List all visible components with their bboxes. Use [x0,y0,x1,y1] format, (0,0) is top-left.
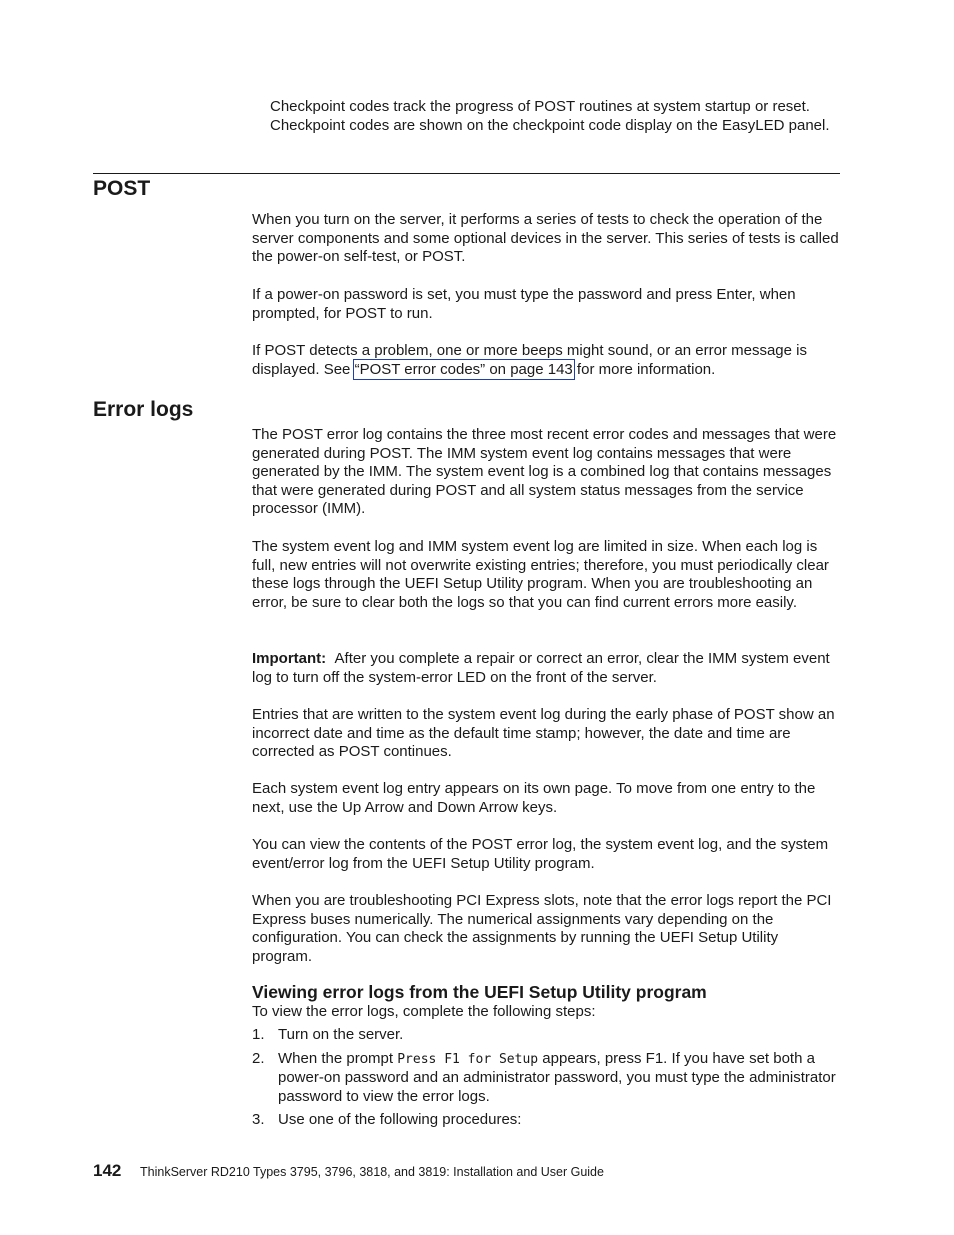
viewing-intro: To view the error logs, complete the following steps: [252,1003,596,1020]
error-logs-paragraph-1: The POST error log contains the three most recent error codes and messages that were generated during POST. The IMM system event log contains messages that were generated by the IMM. The system event log is a combined log that contains messages that were generated during POST and all system status messages from the service processor (IMM). [252,426,837,518]
page-footer [93,1160,853,1184]
post-paragraph-3-text-after: for more information. [572,360,716,378]
error-logs-paragraph-6: You can view the contents of the POST error log, the system event log, and the system event/error log from the UEFI Setup Utility program. [252,836,829,872]
important-text: After you complete a repair or correct an error, clear the IMM system event log to turn off the system-error LED on the front of the server. [252,650,830,686]
book-title: ThinkServer RD210 Types 3795, 3796, 3818, and 3819: Installation and User Guide [140,1165,604,1179]
list-item [252,1111,842,1130]
post-paragraph-2: If a power-on password is set, you must type the password and press Enter, when prompted, for POST to run. [252,286,796,322]
step-text-before: When the prompt [278,1049,398,1067]
post-paragraph-3 [252,342,842,379]
error-logs-paragraph-5: Each system event log entry appears on its own page. To move from one entry to the next, use the Up Arrow and Down Arrow keys. [252,780,816,816]
setup-prompt-code: Press F1 for Setup [397,1051,539,1067]
step-number: 3. [252,1111,265,1129]
post-error-codes-link[interactable]: “POST error codes” on page 143 [354,360,573,378]
step-number: 1. [252,1026,265,1043]
post-paragraph-1: When you turn on the server, it performs a series of tests to check the operation of the server components and some optional devices in the server. This series of tests is called the power-on self-test, or POST. [252,211,839,266]
page-number: 142 [93,1161,122,1180]
section-divider [93,173,840,174]
error-logs-paragraph-4: Entries that are written to the system event log during the early phase of POST show an incorrect date and time as the default time stamp; however, the date and time are corrected as POST continues. [252,706,835,761]
step-text-after: appears, press F1. If you have set both a power-on password and an administrator password, you must type the administrator password to view the error logs. [278,1049,836,1105]
steps-list [252,1026,842,1135]
step-text: Use one of the following procedures: [278,1111,522,1129]
error-logs-paragraph-2: The system event log and IMM system event log are limited in size. When each log is full, new entries will not overwrite existing entries; therefore, you must periodically clear these logs through the UEFI Setup Utility program. When you are troubleshooting an error, be sure to clear both the logs so that you can find current errors more easily. [252,538,829,611]
intro-paragraph: Checkpoint codes track the progress of POST routines at system startup or reset. Checkpoint codes are shown on the checkpoint code display on the EasyLED panel. [270,98,830,134]
post-heading: POST [93,177,151,200]
list-item [252,1026,842,1045]
list-item [252,1050,842,1107]
step-number: 2. [252,1049,265,1067]
post-paragraph-3-text-before: If POST detects a problem, one or more beeps might sound, or an error message is displayed. See [252,342,807,378]
viewing-error-logs-heading: Viewing error logs from the UEFI Setup Utility program [252,982,707,1002]
error-logs-paragraph-7: When you are troubleshooting PCI Express slots, note that the error logs report the PCI Express buses numerically. The numerical assignments vary depending on the configuration. You can check the assignments by running the UEFI Setup Utility program. [252,892,832,965]
important-note [252,650,842,687]
error-logs-heading: Error logs [93,398,194,421]
important-label: Important: [252,650,327,667]
step-text: Turn on the server. [278,1026,404,1043]
